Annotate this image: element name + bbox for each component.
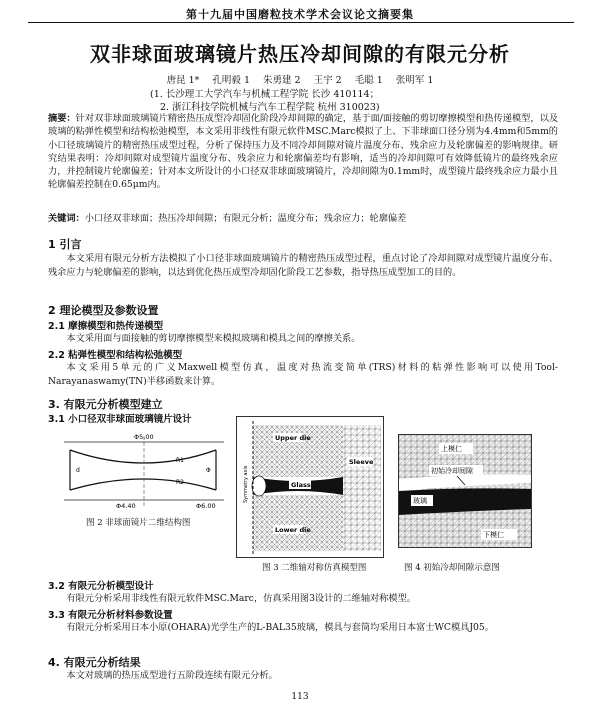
- fem-mesh-model: [237, 417, 383, 557]
- subsection-heading: 2.1 摩擦模型和热传递模型: [48, 321, 164, 332]
- figure-caption: 图 4 初始冷却间隙示意图: [404, 563, 500, 573]
- author: 王宇 2: [313, 75, 342, 86]
- page-number: 113: [291, 692, 309, 702]
- header-rule: [28, 22, 574, 23]
- subsection-heading: 3.2 有限元分析模型设计: [48, 581, 154, 592]
- section-heading: 4. 有限元分析结果: [48, 656, 141, 669]
- tag-label: Φ: [206, 467, 211, 474]
- section-heading: 3. 有限元分析模型建立: [48, 398, 163, 411]
- author: 毛聪 1: [354, 75, 383, 86]
- mesh-label: Lower die: [275, 526, 311, 534]
- section-heading: 2 理论模型及参数设置: [48, 304, 159, 317]
- subsection-heading: 3.3 有限元分析材料参数设置: [48, 610, 173, 621]
- figure-caption: 图 3 二维轴对称仿真模型图: [262, 563, 367, 573]
- subsection-heading: 2.2 粘弹性模型和结构松弛模型: [48, 350, 183, 361]
- dim-label: Φ6.00: [196, 502, 216, 510]
- section-paragraph: 本文采用5单元的广义Maxwell模型仿真，温度对热流变简单(TRS)材料的粘弹性影响可以使用Tool-Narayanaswamy(TN)半移函数来计算。: [48, 362, 558, 388]
- figure-3: [236, 416, 384, 558]
- figure-4: [398, 434, 532, 548]
- affiliation: 2. 浙江科技学院机械与汽车工程学院 杭州 310023): [160, 102, 380, 113]
- section-heading: 1 引言: [48, 238, 82, 251]
- section-paragraph: 有限元分析采用非线性有限元软件MSC.Marc，仿真采用图3设计的二维轴对称模型。: [66, 593, 416, 604]
- gap-label: 初始冷却间隙: [431, 467, 473, 475]
- author-list: [0, 72, 600, 86]
- section-paragraph: 本文采用有限元分析方法模拟了小口径非球面玻璃镜片的精密热压成型过程，重点讨论了冷却间隙对成型镜片温度分布、残余应力与轮廓偏差的影响，以达到优化热压成型冷却固化阶段工艺参数，指导热压成型加工的目的。: [48, 253, 558, 279]
- mesh-label: Sleeve: [349, 458, 374, 466]
- abstract-label: 摘要：: [48, 113, 76, 124]
- keywords-text: 小口径双非球面；热压冷却间隙；有限元分析；温度分布；残余应力；轮廓偏差: [84, 213, 407, 224]
- paper-title: 双非球面玻璃镜片热压冷却间隙的有限元分析: [90, 42, 510, 66]
- figure-2: [56, 428, 232, 510]
- subsection-heading: 3.1 小口径双非球面玻璃镜片设计: [48, 414, 192, 425]
- keywords: [48, 210, 558, 224]
- section-paragraph: 本文对玻璃的热压成型进行五阶段连续有限元分析。: [66, 670, 278, 681]
- lens-drawing: [56, 428, 232, 510]
- running-title: 第十九届中国磨粒技术学术会议论文摘要集: [186, 8, 414, 21]
- mesh-label: Symmetry axis: [243, 465, 249, 503]
- abstract-text: 针对双非球面玻璃镜片精密热压成型冷却固化阶段冷却间隙的确定，基于面/面接触的剪切摩擦模型和热传递模型，以及玻璃的粘弹性模型和结构松弛模型，本文采用非线性有限元软件MSC.Marc模拟了上、下非球面口径分别为4.4mm和5mm的小口径玻璃镜片的精密热压成型过程，分析了保持压力及不同冷却间隙对镜片温度分布、残余应力及轮廓偏差的影响规律。研究结果表明：冷却间隙对成型镜片温度分布、残余应力和轮廓偏差均有影响，适当的冷却间隙可有效降低镜片的最终残余应力，并控制镜片轮廓偏差；针对本文所设计的小口径双非球面玻璃镜片，冷却间隙为0.1mm时，成型镜片最终残余应力最小且轮廓偏差控制在0.65μm内。: [48, 113, 559, 191]
- dim-label: Φ4.40: [116, 502, 136, 510]
- keywords-label: 关键词：: [48, 213, 85, 224]
- mesh-label: Upper die: [275, 434, 311, 442]
- tag-label: R1: [176, 457, 184, 464]
- section-paragraph: 有限元分析采用日本小原(OHARA)光学生产的L-BAL35玻璃，模具与套筒均采用日本富士WC模具J05。: [66, 622, 494, 633]
- mesh-label: Glass: [291, 481, 311, 489]
- tag-label: R2: [176, 479, 184, 486]
- dim-label: Φ5.00: [134, 433, 154, 441]
- gap-label: 上模仁: [441, 445, 462, 453]
- author: 孔明毅 1: [212, 75, 250, 86]
- author: 张明军 1: [395, 75, 434, 86]
- gap-label: 下模仁: [483, 531, 504, 539]
- gap-label: 玻璃: [413, 497, 427, 505]
- author: 朱勇建 2: [263, 75, 301, 86]
- section-paragraph: 本文采用面与面接触的剪切摩擦模型来模拟玻璃和模具之间的摩擦关系。: [66, 333, 361, 344]
- affiliation: (1. 长沙理工大学汽车与机械工程学院 长沙 410114；: [150, 89, 380, 100]
- cooling-gap-diagram: [399, 435, 531, 547]
- abstract: [48, 112, 558, 192]
- author: 唐昆 1*: [166, 75, 200, 86]
- tag-label: d: [76, 467, 80, 474]
- figure-caption: 图 2 非球面镜片二维结构图: [86, 518, 191, 528]
